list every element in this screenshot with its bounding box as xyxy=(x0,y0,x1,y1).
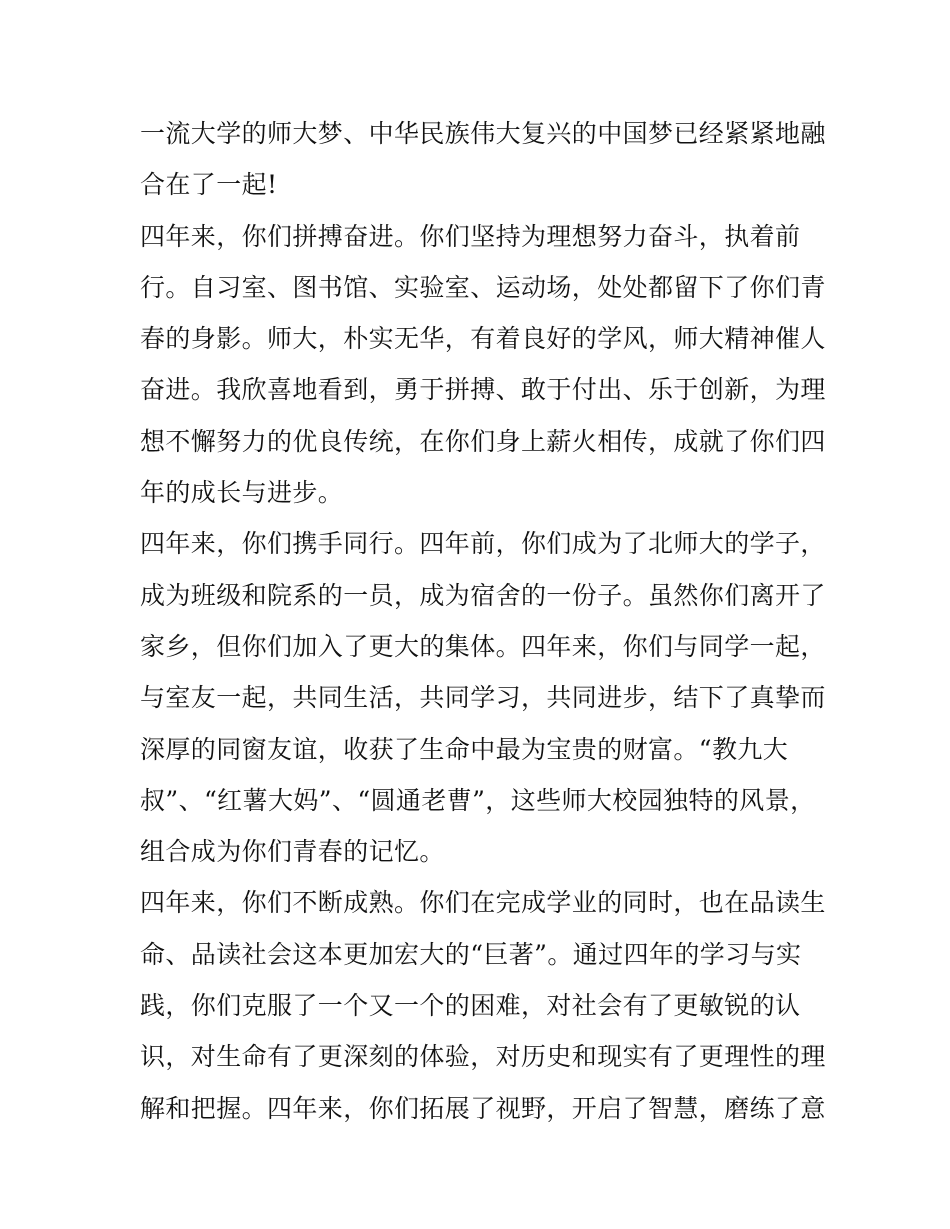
body-text xyxy=(140,108,826,1134)
text-line: 解和把握。四年来，你们拓展了视野，开启了智慧，磨练了意 xyxy=(140,1093,826,1123)
text-line: 践，你们克服了一个又一个的困难，对社会有了更敏锐的认 xyxy=(140,991,801,1021)
text-line: 奋进。我欣喜地看到，勇于拼搏、敢于付出、乐于创新，为理 xyxy=(140,375,826,405)
text-line: 行。自习室、图书馆、实验室、运动场，处处都留下了你们青 xyxy=(140,272,826,302)
text-line: 春的身影。师大，朴实无华，有着良好的学风，师大精神催人 xyxy=(140,324,826,354)
text-line: 与室友一起，共同生活，共同学习，共同进步，结下了真挚而 xyxy=(140,683,826,713)
text-line: 合在了一起! xyxy=(140,170,278,200)
text-line: 四年来，你们拼搏奋进。你们坚持为理想努力奋斗，执着前 xyxy=(140,221,801,251)
text-line: 年的成长与进步。 xyxy=(140,478,344,508)
text-line: 家乡，但你们加入了更大的集体。四年来，你们与同学一起， xyxy=(140,631,826,661)
text-line: 想不懈努力的优良传统，在你们身上薪火相传，成就了你们四 xyxy=(140,426,826,456)
text-line: 四年来，你们携手同行。四年前，你们成为了北师大的学子， xyxy=(140,529,826,559)
text-line: 成为班级和院系的一员，成为宿舍的一份子。虽然你们离开了 xyxy=(140,580,826,610)
text-line: 叔”、“红薯大妈”、“圆通老曹”，这些师大校园独特的风景， xyxy=(140,785,816,815)
text-line: 一流大学的师大梦、中华民族伟大复兴的中国梦已经紧紧地融 xyxy=(140,119,826,148)
text-line: 深厚的同窗友谊，收获了生命中最为宝贵的财富。“教九大 xyxy=(140,734,789,764)
text-line: 四年来，你们不断成熟。你们在完成学业的同时，也在品读生 xyxy=(140,888,826,918)
text-line: 组合成为你们青春的记忆。 xyxy=(140,837,445,867)
text-line: 识，对生命有了更深刻的体验，对历史和现实有了更理性的理 xyxy=(140,1042,826,1072)
text-line: 命、品读社会这本更加宏大的“巨著”。通过四年的学习与实 xyxy=(140,939,802,969)
